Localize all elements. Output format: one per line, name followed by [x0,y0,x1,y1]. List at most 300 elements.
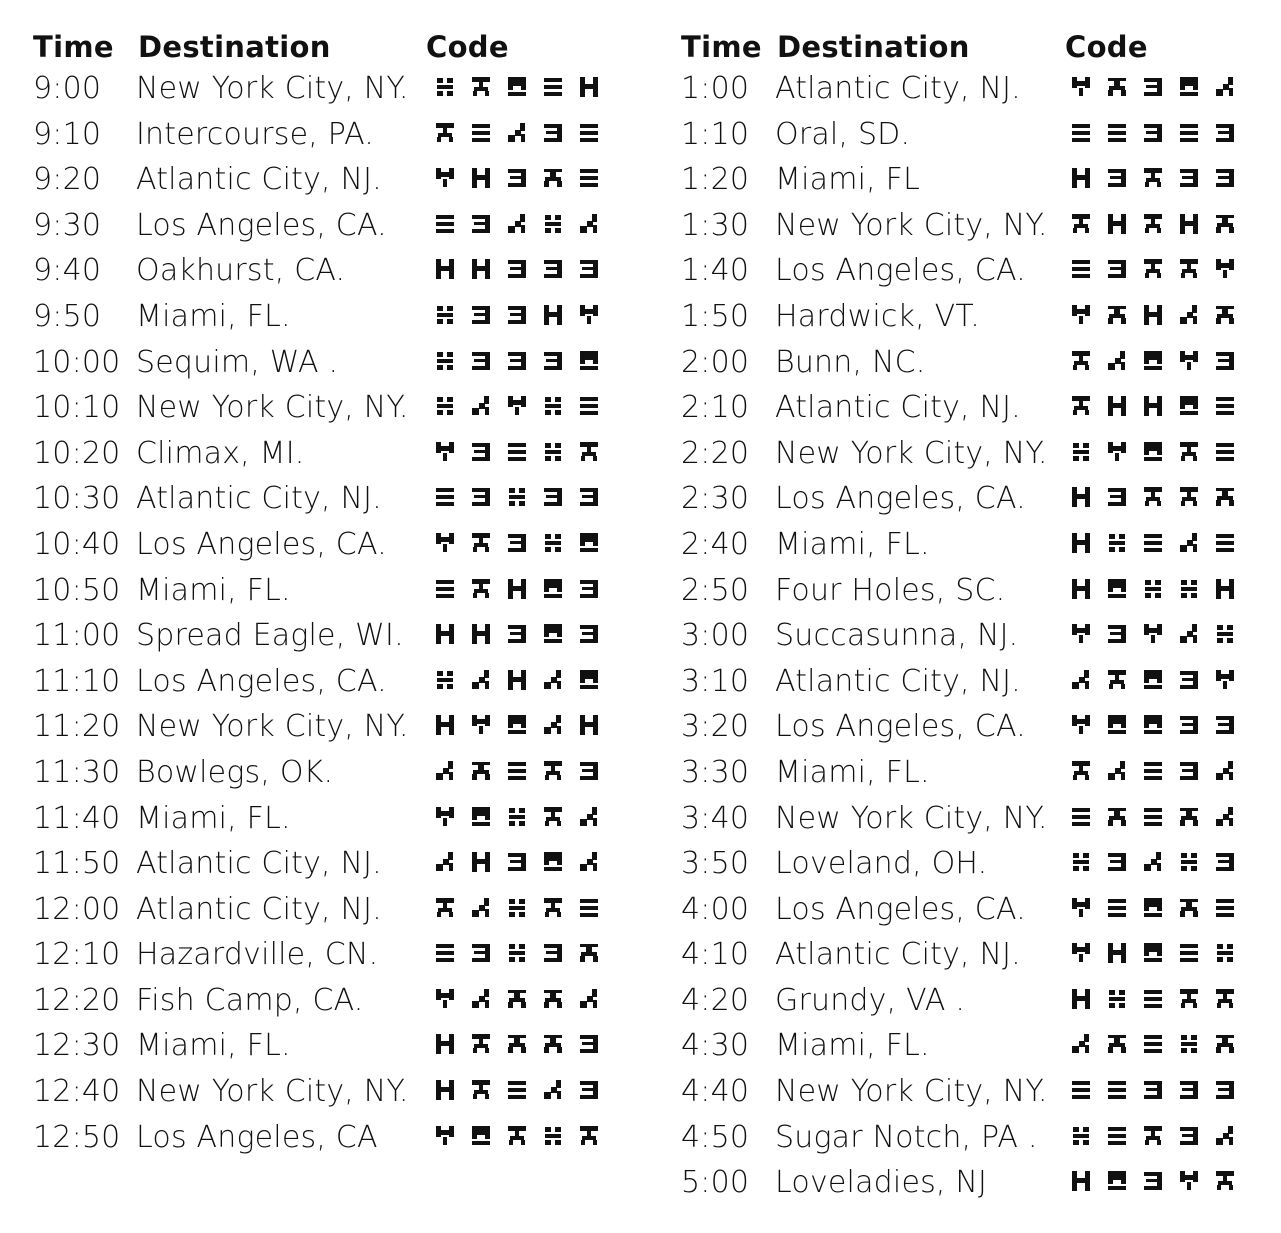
glyph-d-icon [1107,942,1127,964]
destination-name: Bowlegs, OK. [136,754,334,790]
destination-name: Atlantic City, NJ. [775,937,1021,973]
glyph-b-icon [435,578,455,600]
glyph-a-icon [1107,532,1127,554]
glyph-f-icon [579,851,599,873]
glyph-e-icon [471,76,491,98]
code-glyphs [1071,258,1235,280]
glyph-g-icon [1107,76,1127,98]
glyph-d-icon [1071,578,1091,600]
glyph-d-icon [435,1079,455,1101]
glyph-c-icon [1215,1079,1235,1101]
departure-time: 9:10 [33,116,102,152]
glyph-c-icon [579,623,599,645]
glyph-d-icon [1071,486,1091,508]
departure-time: 11:10 [33,663,121,699]
glyph-g-icon [543,1033,563,1055]
glyph-c-icon [1179,1079,1199,1101]
glyph-a-icon [1071,1125,1091,1147]
departure-time: 3:50 [681,846,750,882]
glyph-b-icon [579,167,599,189]
departure-time: 11:00 [33,618,121,654]
glyph-b-icon [435,486,455,508]
glyph-d-icon [471,851,491,873]
code-glyphs [435,441,599,463]
time-header: Time [33,30,114,64]
glyph-c-icon [1179,714,1199,736]
glyph-b-icon [1071,258,1091,280]
glyph-h-icon [1179,350,1199,372]
code-glyphs [1071,213,1235,235]
glyph-c-icon [1143,1079,1163,1101]
glyph-h-icon [435,167,455,189]
destination-name: New York City, NY. [136,390,409,426]
glyph-a-icon [507,486,527,508]
glyph-c-icon [507,304,527,326]
glyph-c-icon [543,258,563,280]
glyph-h-icon [435,441,455,463]
departure-time: 12:00 [33,891,121,927]
code-glyphs [435,669,599,691]
glyph-g-icon [543,988,563,1010]
destination-name: Fish Camp, CA. [136,982,364,1018]
destination-name: Oral, SD. [775,116,911,152]
glyph-e-icon [471,578,491,600]
departure-time: 10:00 [33,344,121,380]
departure-time: 10:40 [33,526,121,562]
glyph-h-icon [1215,258,1235,280]
glyph-b-icon [435,213,455,235]
destination-name: Climax, MI. [136,435,305,471]
code-glyphs [1071,1033,1235,1055]
glyph-g-icon [1215,486,1235,508]
glyph-h-icon [1143,623,1163,645]
departure-time: 4:30 [681,1028,750,1064]
departure-time: 1:30 [681,207,750,243]
destination-name: Spread Eagle, WI. [136,618,404,654]
glyph-b-icon [543,76,563,98]
glyph-c-icon [579,486,599,508]
glyph-c-icon [1179,1125,1199,1147]
glyph-c-icon [1107,486,1127,508]
glyph-g-icon [1107,304,1127,326]
glyph-b-icon [579,897,599,919]
departure-time: 3:30 [681,754,750,790]
glyph-b-icon [507,441,527,463]
departure-time: 1:50 [681,298,750,334]
glyph-f-icon [579,988,599,1010]
glyph-f-icon [471,897,491,919]
glyph-f-icon [1071,669,1091,691]
departure-time: 12:40 [33,1074,121,1110]
glyph-c-icon [543,942,563,964]
code-glyphs [435,988,599,1010]
glyph-a-icon [1215,942,1235,964]
glyph-i-icon [1179,395,1199,417]
glyph-b-icon [1107,897,1127,919]
glyph-a-icon [543,395,563,417]
glyph-f-icon [1215,1125,1235,1147]
glyph-g-icon [471,760,491,782]
departure-time: 2:40 [681,526,750,562]
glyph-c-icon [1179,167,1199,189]
glyph-b-icon [1143,1033,1163,1055]
glyph-i-icon [471,1125,491,1147]
departure-time: 1:10 [681,116,750,152]
glyph-e-icon [1179,988,1199,1010]
code-glyphs [1071,760,1235,782]
code-glyphs [1071,532,1235,554]
glyph-e-icon [543,897,563,919]
glyph-c-icon [579,258,599,280]
glyph-c-icon [471,942,491,964]
glyph-e-icon [1143,486,1163,508]
glyph-e-icon [471,1079,491,1101]
glyph-i-icon [1143,897,1163,919]
glyph-g-icon [1215,1033,1235,1055]
glyph-b-icon [1143,532,1163,554]
glyph-h-icon [1215,669,1235,691]
code-glyphs [1071,1170,1235,1192]
glyph-a-icon [1179,1033,1199,1055]
code-glyphs [1071,988,1235,1010]
destination-name: New York City, NY. [136,71,409,106]
destination-name: Los Angeles, CA [136,1119,378,1155]
glyph-e-icon [1143,258,1163,280]
code-glyphs [1071,897,1235,919]
glyph-d-icon [471,258,491,280]
glyph-b-icon [471,122,491,144]
glyph-f-icon [435,760,455,782]
glyph-c-icon [1215,167,1235,189]
glyph-e-icon [579,1125,599,1147]
destination-name: Hardwick, VT. [775,298,981,334]
code-glyphs [435,1033,599,1055]
glyph-h-icon [507,395,527,417]
destination-name: Miami, FL. [775,1028,930,1064]
glyph-d-icon [1215,578,1235,600]
destination-header: Destination [777,30,970,64]
glyph-i-icon [1143,669,1163,691]
glyph-f-icon [1215,76,1235,98]
glyph-e-icon [1107,669,1127,691]
glyph-d-icon [507,578,527,600]
glyph-h-icon [1071,714,1091,736]
glyph-c-icon [471,213,491,235]
departure-time: 1:00 [681,71,750,106]
destination-name: Atlantic City, NJ. [775,663,1021,699]
code-glyphs [1071,167,1235,189]
departure-time: 10:50 [33,572,121,608]
glyph-g-icon [1215,304,1235,326]
time-header: Time [681,30,762,64]
glyph-b-icon [1071,806,1091,828]
glyph-f-icon [543,714,563,736]
departure-time: 2:00 [681,344,750,380]
glyph-e-icon [543,806,563,828]
glyph-e-icon [1179,441,1199,463]
glyph-i-icon [579,350,599,372]
code-glyphs [435,395,599,417]
departure-time: 9:40 [33,253,102,289]
glyph-b-icon [1143,760,1163,782]
glyph-c-icon [507,532,527,554]
glyph-h-icon [435,988,455,1010]
destination-name: Los Angeles, CA. [775,709,1026,745]
glyph-a-icon [1107,988,1127,1010]
glyph-c-icon [543,486,563,508]
glyph-d-icon [579,714,599,736]
glyph-d-icon [543,304,563,326]
destination-name: Los Angeles, CA. [136,207,387,243]
destination-name: Atlantic City, NJ. [136,162,382,198]
glyph-f-icon [507,122,527,144]
code-glyphs [1071,714,1235,736]
departure-time: 3:00 [681,618,750,654]
departure-time: 10:30 [33,481,121,517]
destination-name: New York City, NY. [775,1074,1048,1110]
glyph-h-icon [1071,76,1091,98]
departure-time: 4:10 [681,937,750,973]
destination-name: New York City, NY. [136,1074,409,1110]
glyph-e-icon [1071,350,1091,372]
glyph-c-icon [507,851,527,873]
destination-name: Intercourse, PA. [136,116,375,152]
code-glyphs [1071,578,1235,600]
departure-time: 2:20 [681,435,750,471]
code-glyphs [435,304,599,326]
departure-time: 1:20 [681,162,750,198]
glyph-c-icon [471,304,491,326]
glyph-c-icon [507,623,527,645]
glyph-a-icon [507,942,527,964]
glyph-h-icon [1071,304,1091,326]
departure-time: 11:30 [33,754,121,790]
glyph-b-icon [435,942,455,964]
glyph-f-icon [1071,1033,1091,1055]
departure-time: 12:20 [33,982,121,1018]
glyph-i-icon [1107,714,1127,736]
glyph-d-icon [507,669,527,691]
glyph-c-icon [1215,350,1235,372]
destination-name: Succasunna, NJ. [775,618,1019,654]
code-glyphs [1071,623,1235,645]
code-glyphs [1071,122,1235,144]
glyph-f-icon [543,669,563,691]
code-glyphs [435,258,599,280]
glyph-h-icon [435,532,455,554]
glyph-h-icon [435,1125,455,1147]
glyph-i-icon [579,669,599,691]
glyph-e-icon [1215,1170,1235,1192]
glyph-b-icon [1107,1125,1127,1147]
destination-name: Miami, FL. [775,526,930,562]
glyph-c-icon [471,486,491,508]
glyph-b-icon [1143,988,1163,1010]
glyph-d-icon [435,258,455,280]
departure-time: 11:50 [33,846,121,882]
code-glyphs [435,1125,599,1147]
glyph-d-icon [1179,213,1199,235]
glyph-d-icon [579,76,599,98]
glyph-e-icon [1071,213,1091,235]
destination-name: New York City, NY. [775,207,1048,243]
code-glyphs [1071,942,1235,964]
code-glyphs [1071,304,1235,326]
departure-time: 12:30 [33,1028,121,1064]
glyph-c-icon [543,350,563,372]
glyph-d-icon [471,623,491,645]
glyph-a-icon [1215,623,1235,645]
destination-name: New York City, NY. [775,435,1048,471]
glyph-d-icon [1107,395,1127,417]
glyph-e-icon [1143,213,1163,235]
departure-time: 12:10 [33,937,121,973]
glyph-c-icon [1143,1170,1163,1192]
glyph-f-icon [1179,532,1199,554]
glyph-c-icon [1179,760,1199,782]
destination-name: Grundy, VA . [775,982,966,1018]
departure-time: 4:00 [681,891,750,927]
glyph-e-icon [1143,167,1163,189]
code-glyphs [1071,76,1235,98]
departure-time: 2:30 [681,481,750,517]
glyph-e-icon [1179,486,1199,508]
glyph-d-icon [1071,988,1091,1010]
glyph-a-icon [435,395,455,417]
departure-time: 12:50 [33,1119,121,1155]
glyph-c-icon [1215,122,1235,144]
glyph-c-icon [471,350,491,372]
departure-time: 1:40 [681,253,750,289]
glyph-d-icon [1143,304,1163,326]
glyph-e-icon [1071,760,1091,782]
glyph-c-icon [543,122,563,144]
glyph-c-icon [1107,167,1127,189]
departure-time: 2:50 [681,572,750,608]
departure-time: 2:10 [681,390,750,426]
glyph-c-icon [1107,623,1127,645]
glyph-f-icon [579,806,599,828]
code-glyphs [1071,350,1235,372]
destination-name: Loveland, OH. [775,846,988,882]
glyph-a-icon [543,441,563,463]
glyph-e-icon [1179,258,1199,280]
departure-time: 4:50 [681,1119,750,1155]
glyph-e-icon [507,1125,527,1147]
glyph-c-icon [579,760,599,782]
glyph-f-icon [1143,851,1163,873]
code-glyphs [435,1079,599,1101]
glyph-e-icon [579,441,599,463]
glyph-c-icon [1215,714,1235,736]
glyph-b-icon [1215,532,1235,554]
glyph-c-icon [579,1079,599,1101]
glyph-c-icon [1107,258,1127,280]
destination-name: Miami, FL. [136,572,291,608]
glyph-c-icon [507,350,527,372]
glyph-b-icon [1215,395,1235,417]
glyph-d-icon [435,623,455,645]
glyph-c-icon [1179,669,1199,691]
glyph-d-icon [1071,167,1091,189]
glyph-c-icon [1143,76,1163,98]
glyph-b-icon [1143,806,1163,828]
destination-name: Los Angeles, CA. [136,526,387,562]
destination-name: Sugar Notch, PA . [775,1119,1038,1155]
code-glyphs [435,350,599,372]
glyph-b-icon [1107,1079,1127,1101]
glyph-h-icon [579,304,599,326]
glyph-f-icon [1107,350,1127,372]
destination-name: Los Angeles, CA. [775,891,1026,927]
glyph-h-icon [435,806,455,828]
code-glyphs [435,578,599,600]
code-glyphs [435,897,599,919]
destination-name: Four Holes, SC. [775,572,1006,608]
code-glyphs [1071,1079,1235,1101]
glyph-e-icon [435,897,455,919]
departure-time: 4:40 [681,1074,750,1110]
glyph-i-icon [1143,942,1163,964]
destination-name: Miami, FL. [136,1028,291,1064]
glyph-i-icon [1143,714,1163,736]
glyph-c-icon [579,1033,599,1055]
glyph-a-icon [543,1125,563,1147]
glyph-b-icon [1179,942,1199,964]
glyph-b-icon [579,395,599,417]
destination-name: Atlantic City, NJ. [775,71,1021,106]
glyph-d-icon [435,714,455,736]
departure-time: 5:00 [681,1165,750,1201]
destination-name: Atlantic City, NJ. [136,846,382,882]
destination-name: Hazardville, CN. [136,937,379,973]
glyph-a-icon [1179,851,1199,873]
glyph-i-icon [579,532,599,554]
code-glyphs [435,76,599,98]
glyph-a-icon [1071,851,1091,873]
glyph-h-icon [471,714,491,736]
destination-name: New York City, NY. [775,800,1048,836]
glyph-b-icon [1215,441,1235,463]
glyph-d-icon [435,1033,455,1055]
glyph-a-icon [435,304,455,326]
destination-name: Los Angeles, CA. [775,253,1026,289]
glyph-c-icon [507,167,527,189]
glyph-g-icon [1107,806,1127,828]
destination-name: Los Angeles, CA. [775,481,1026,517]
departure-time: 3:20 [681,709,750,745]
glyph-g-icon [579,942,599,964]
destination-name: Atlantic City, NJ. [775,390,1021,426]
glyph-f-icon [1179,304,1199,326]
code-glyphs [435,532,599,554]
destination-name: Atlantic City, NJ. [136,481,382,517]
glyph-e-icon [435,122,455,144]
glyph-g-icon [1179,897,1199,919]
glyph-b-icon [1107,122,1127,144]
glyph-e-icon [1143,1125,1163,1147]
code-glyphs [1071,851,1235,873]
glyph-e-icon [1215,988,1235,1010]
code-header: Code [426,30,509,64]
destination-header: Destination [138,30,331,64]
destination-name: Bunn, NC. [775,344,926,380]
glyph-a-icon [543,532,563,554]
glyph-g-icon [543,167,563,189]
glyph-a-icon [435,76,455,98]
departure-time: 3:40 [681,800,750,836]
glyph-a-icon [507,806,527,828]
